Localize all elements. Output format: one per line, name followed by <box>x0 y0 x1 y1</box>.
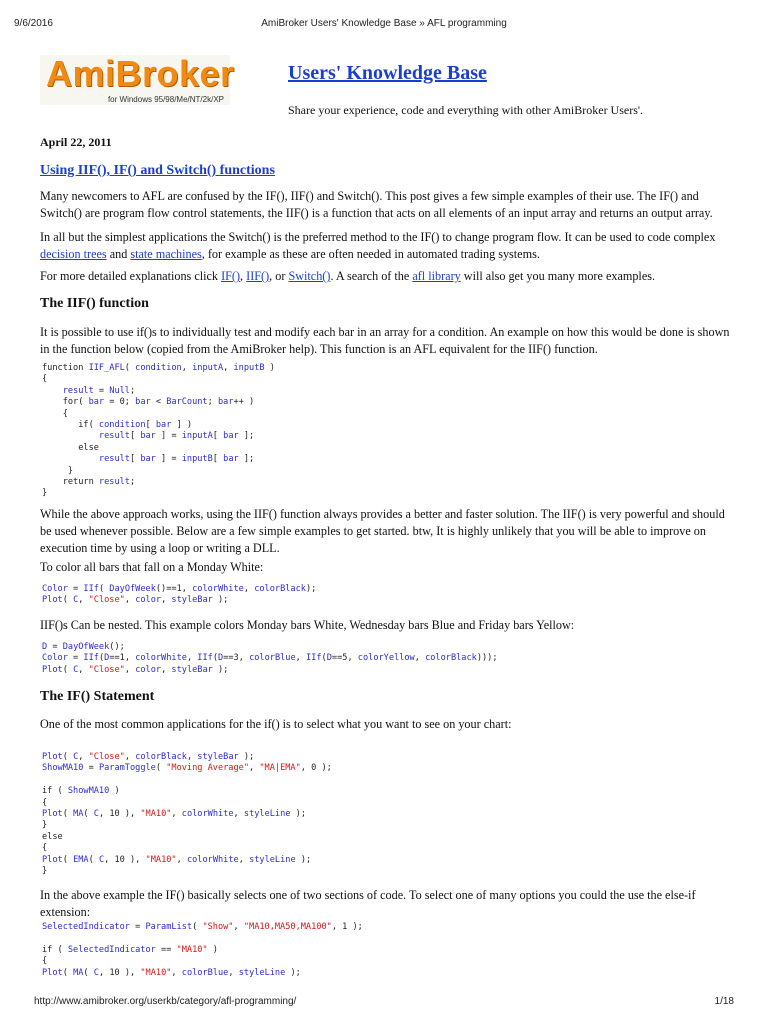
page-number: 1/18 <box>714 996 734 1007</box>
post-title-link[interactable]: Using IIF(), IF() and Switch() functions <box>40 163 275 178</box>
text: and <box>106 247 131 261</box>
afl-library-link[interactable]: afl library <box>412 269 461 283</box>
code-line: { <box>42 408 68 419</box>
code-block <box>42 922 363 979</box>
text: In all but the simplest applications the Switch() is the preferred method to the IF() to change program flow. It can be used to code complex <box>40 230 716 244</box>
state-machines-link[interactable]: state machines <box>130 247 202 261</box>
switch-link[interactable]: Switch() <box>288 269 331 283</box>
print-title: AmiBroker Users' Knowledge Base » AFL programming <box>261 18 507 29</box>
code-line: return result; <box>42 477 136 488</box>
paragraph: While the above approach works, using the IIF() function always provides a better and faster solution. The IIF() is very powerful and should be used whenever possible. Below are a few simple examples to get started. btw, It is highly unlikely that you will be able to improve on execution time by using a loop or writing a DLL. <box>40 507 725 555</box>
text: . A search of the <box>330 269 413 283</box>
code-line <box>42 775 332 786</box>
text: , <box>240 269 247 283</box>
code-line: if ( SelectedIndicator == "MA10" ) <box>42 944 218 955</box>
site-title-link[interactable]: Users' Knowledge Base <box>288 62 487 84</box>
text: , or <box>269 269 289 283</box>
code-line: function IIF_AFL( condition, inputA, inputB ) <box>42 363 275 373</box>
paragraph <box>40 229 732 263</box>
logo-subtitle: for Windows 95/98/Me/NT/2k/XP <box>107 95 224 104</box>
code-line: if ( ShowMA10 ) <box>42 786 120 797</box>
code-line: Plot( MA( C, 10 ), "MA10", colorWhite, styleLine ); <box>42 809 306 820</box>
code-line: result[ bar ] = inputA[ bar ]; <box>98 431 255 442</box>
section-heading: The IF() Statement <box>40 689 155 704</box>
code-line: for( bar = 0; bar < BarCount; bar++ ) <box>42 397 255 408</box>
code-line: else <box>42 442 99 453</box>
code-line: SelectedIndicator = ParamList( "Show", "MA10,MA50,MA100", 1 ); <box>42 922 363 932</box>
code-line <box>42 933 363 944</box>
code-line: Color = IIf(D==1, colorWhite, IIf(D==3, colorBlue, IIf(D==5, colorYellow, colorBlack))); <box>42 653 498 664</box>
code-line: } <box>42 465 74 476</box>
amibroker-logo[interactable] <box>40 53 235 105</box>
paragraph: IIF()s Can be nested. This example colors Monday bars White, Wednesday bars Blue and Friday bars Yellow: <box>40 618 575 632</box>
paragraph: To color all bars that fall on a Monday White: <box>40 560 264 574</box>
code-block <box>42 363 275 500</box>
code-line: Plot( C, "Close", colorBlack, styleBar ); <box>42 752 255 762</box>
paragraph: One of the most common applications for the if() is to select what you want to see on your chart: <box>40 717 512 731</box>
code-line: D = DayOfWeek(); <box>42 642 125 652</box>
code-block <box>42 642 498 676</box>
text: , for example as these are often needed in automated trading systems. <box>201 247 540 261</box>
code-line: Plot( MA( C, 10 ), "MA10", colorBlue, styleLine ); <box>42 967 301 978</box>
decision-trees-link[interactable]: decision trees <box>40 247 107 261</box>
code-line: } <box>42 820 48 831</box>
print-date: 9/6/2016 <box>14 18 53 29</box>
code-line: else <box>42 831 63 842</box>
code-line: { <box>42 843 48 854</box>
code-block <box>42 752 332 877</box>
paragraph: In the above example the IF() basically selects one of two sections of code. To select one of many options you could the use the else-if extension: <box>40 888 696 919</box>
iif-link[interactable]: IIF() <box>246 269 270 283</box>
code-line: if( condition[ bar ] ) <box>42 420 193 431</box>
paragraph: Many newcomers to AFL are confused by the IF(), IIF() and Switch(). This post gives a few simple examples of their use. The IF() and Switch() are program flow control statements, the IIF() is a function that acts on all elements of an input array and returns an output array. <box>40 189 713 220</box>
text: For more detailed explanations click <box>40 269 222 283</box>
code-line: { <box>42 374 48 385</box>
code-line: Color = IIf( DayOfWeek()==1, colorWhite, colorBlack); <box>42 584 317 594</box>
code-line: Plot( C, "Close", color, styleBar ); <box>42 664 229 675</box>
code-line: { <box>42 956 48 967</box>
code-line: } <box>42 866 48 877</box>
print-url: http://www.amibroker.org/userkb/category/afl-programming/ <box>34 996 297 1007</box>
code-line: Plot( EMA( C, 10 ), "MA10", colorWhite, styleLine ); <box>42 854 312 865</box>
code-block <box>42 584 316 607</box>
post-date: April 22, 2011 <box>40 135 112 149</box>
code-line: result[ bar ] = inputB[ bar ]; <box>98 454 255 465</box>
paragraph <box>40 268 732 285</box>
paragraph: It is possible to use if()s to individually test and modify each bar in an array for a condition. An example on how this would be done is shown in the function below (copied from the AmiBroker help). This function is an AFL equivalent for the IIF() function. <box>40 325 730 356</box>
code-line: { <box>42 797 48 808</box>
code-line: Plot( C, "Close", color, styleBar ); <box>42 595 229 606</box>
site-tagline: Share your experience, code and everything with other AmiBroker Users'. <box>288 103 644 117</box>
if-link[interactable]: IF() <box>221 269 241 283</box>
code-line: result = Null; <box>62 385 136 396</box>
code-line: ShowMA10 = ParamToggle( "Moving Average", "MA|EMA", 0 ); <box>42 763 332 774</box>
text: will also get you many more examples. <box>460 269 656 283</box>
section-heading: The IIF() function <box>40 296 149 311</box>
logo-text: AmiBroker <box>46 53 235 94</box>
code-line: } <box>42 488 48 499</box>
